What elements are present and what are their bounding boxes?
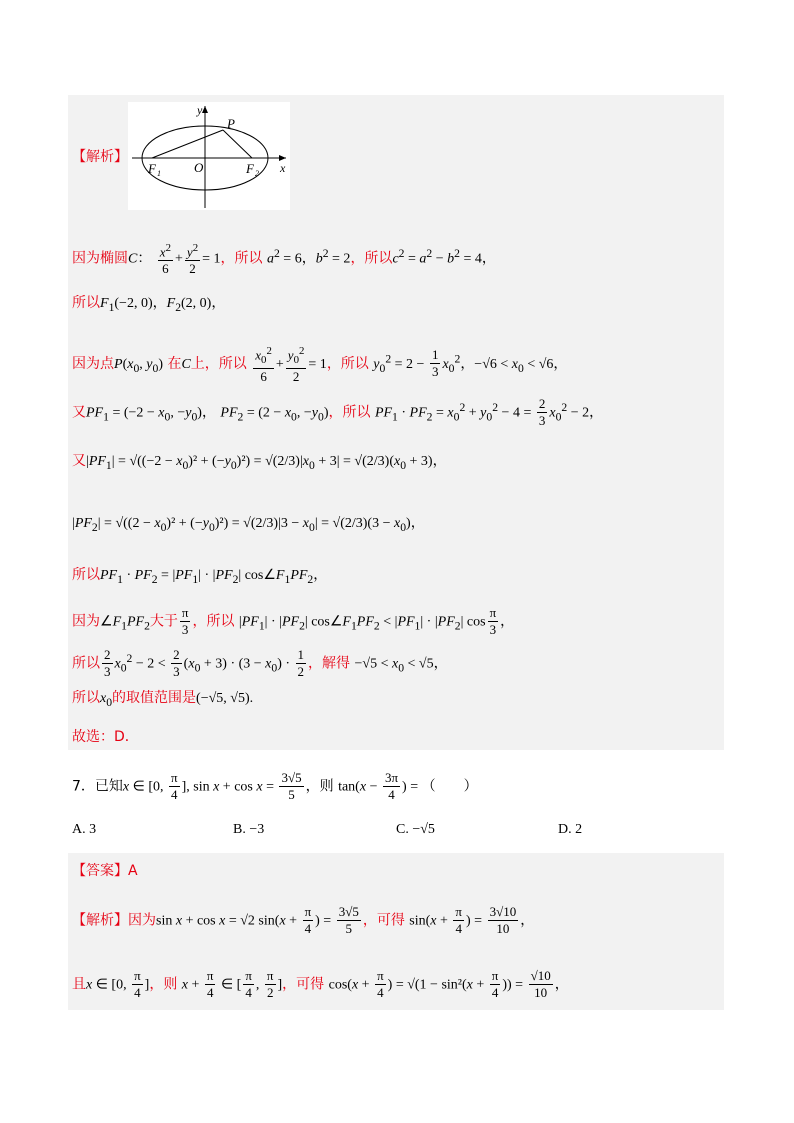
- ellipse-figure: [128, 102, 290, 210]
- f1-label: F: [148, 161, 156, 176]
- y-axis-label: y: [197, 103, 203, 117]
- solution6-line4: 又$PF_1 = (-2 - x_0$, $-y_0$)， $PF_2 = (2 - x_0$, $-y_0$)，所以 $PF_1 \cdot PF_2 = x_0^2 + y_0^2 - 4$ = $\frac{2}{3}$ $x_0^2 - 2$，: [72, 396, 604, 428]
- solution6-line6: $|PF_2| = √((2 - x_0)^2 + (-y_0)^2) = √(2/3)|3 - x_0| = √(2/3)(3 - x_0)$，: [72, 516, 425, 534]
- solution6-line2: 所以$F_1(-2$, 0)，$F_2(2$, 0)，: [72, 295, 226, 314]
- solution7-line2: 且x ∈ [0, $\frac{\pi}{4}$ ]，则 x + $\frac{\pi}{4}$ ∈ [ $\frac{\pi}{4}$ , $\frac{\pi}{2}$ ]，可得 cos(x + $\frac{\pi}{4}$ ) = √(1 − sin²(x + $\frac{\pi}{4}$ )) = $\frac{√10}{10}$ ，: [72, 968, 569, 1000]
- solution7-line1: 【解析】因为sin x + cos x = √2 sin(x + $\frac{\pi}{4}$ ) = $\frac{3√5}{5}$ ，可得 sin(x + $\frac{\pi}{4}$ ) = $\frac{3√10}{10}$ ，: [72, 904, 535, 936]
- point-p-label: P: [227, 116, 235, 131]
- option-a[interactable]: A. 3: [72, 822, 97, 837]
- solution6-choice: 故选：D．: [72, 729, 139, 745]
- solution6-line10: 所以$x_0$的取值范围是(−√5, √5).: [72, 690, 254, 709]
- option-c[interactable]: C. −√5: [396, 822, 435, 837]
- option-b[interactable]: B. −3: [233, 822, 265, 837]
- solution6-line8: 因为$\angle F_1PF_2$大于 $\frac{\pi}{3}$ ，所以 $|PF_1| \cdot |PF_2|$ $\cos\angle F_1PF_2 < |PF_1| \cdot |PF_2|$ cos $\frac{\pi}{3}$ ，: [72, 605, 515, 637]
- x-axis-label: x: [280, 161, 286, 175]
- solution6-line5: 又$|PF_1| = √((-2 - x_0)^2 + (-y_0)^2) = √(2/3)|x_0 + 3| = √(2/3)(x_0 + 3)$，: [72, 453, 447, 472]
- option-d[interactable]: D. 2: [558, 822, 583, 837]
- f2-subscript: 2: [255, 169, 259, 178]
- solution6-line3: 因为点$P(x_0$, $y_0$) 在C上，所以 $\frac{x_0^2}{6}$ + $\frac{y_0^2}{2}$ = 1，所以 $y_0^2 = 2$ − $\frac{1}{3}$ $x_0^2$，$-√6 < x_0 < √6$，: [72, 345, 568, 384]
- ellipse-diagram: [128, 102, 290, 210]
- solution6-line9: 所以 $\frac{2}{3}$ $x_0^2 - 2$ < $\frac{2}{3}$ $(x_0 + 3) \cdot (3 - x_0)$ · $\frac{1}{2}$ ，解得 $-√5 < x_0 < √5$，: [72, 647, 448, 679]
- origin-label: O: [194, 160, 204, 175]
- answer-line: 【答案】A: [72, 863, 138, 879]
- f2-label: F: [246, 161, 254, 176]
- solution6-line1: 因为椭圆C： $\frac{x^2}{6}$ + $\frac{y^2}{2}$ = 1，所以 $a^2 = 6$，$b^2 = 2$，所以$c^2 = a^2 - b^2 = 4$，: [72, 242, 496, 277]
- f1-subscript: 1: [157, 169, 161, 178]
- analysis-tag: 【解析】: [72, 149, 128, 165]
- question7-stem: 7．已知x ∈ [0, $\frac{\pi}{4}$ ], sin x + cos x = $\frac{3√5}{5}$ ，则 tan(x − $\frac{3\pi}{4}$ ) = （ ）: [72, 770, 478, 802]
- solution6-line7: 所以$PF_1 \cdot PF_2 = |PF_1| \cdot |PF_2|$ $\cos\angle F_1PF_2$，: [72, 567, 328, 586]
